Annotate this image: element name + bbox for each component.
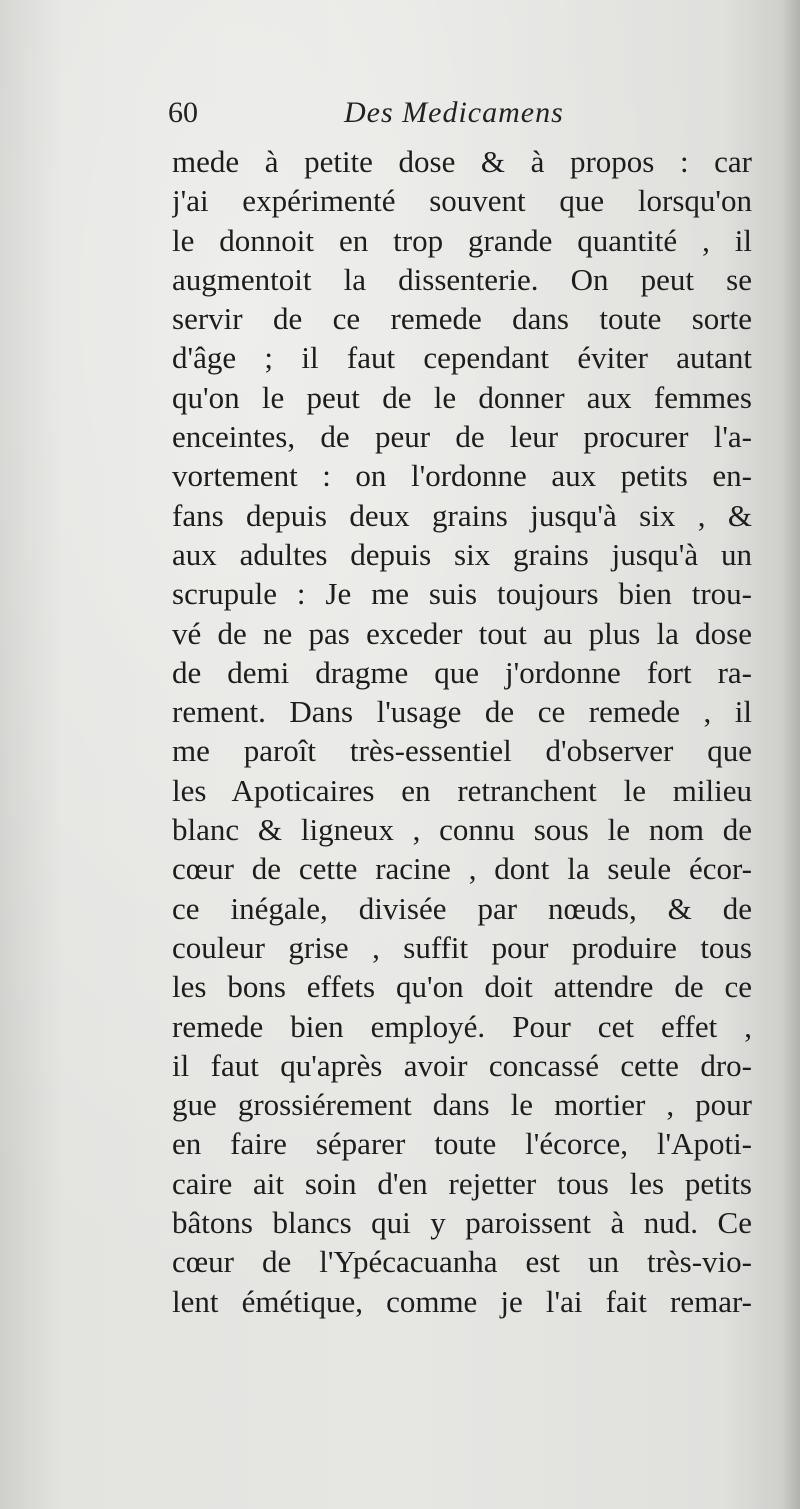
text-line: lent émétique, comme je l'ai fait remar-: [172, 1283, 752, 1319]
text-line: cœur de cette racine , dont la seule écor-: [172, 851, 752, 887]
text-line: bâtons blancs qui y paroissent à nud. Ce: [172, 1205, 752, 1241]
text-line: couleur grise , suffit pour produire tous: [172, 929, 752, 965]
text-line: augmentoit la dissenterie. On peut se: [172, 261, 752, 297]
text-line: aux adultes depuis six grains jusqu'à un: [172, 536, 752, 572]
text-line: gue grossiérement dans le mortier , pour: [172, 1087, 752, 1123]
text-line: rement. Dans l'usage de ce remede , il: [172, 694, 752, 730]
text-line: d'âge ; il faut cependant éviter autant: [172, 340, 752, 376]
text-line: vé de ne pas exceder tout au plus la dose: [172, 615, 752, 651]
page-edge-shadow: [782, 0, 800, 1509]
body-text: [172, 142, 752, 1321]
text-line: le donnoit en trop grande quantité , il: [172, 222, 752, 258]
running-title: Des Medicamens: [344, 96, 564, 129]
text-line: j'ai expérimenté souvent que lorsqu'on: [172, 183, 752, 219]
page-number: 60: [168, 96, 198, 129]
text-line: qu'on le peut de le donner aux femmes: [172, 379, 752, 415]
text-line: cœur de l'Ypécacuanha est un très-vio-: [172, 1244, 752, 1280]
text-line: scrupule : Je me suis toujours bien trou-: [172, 576, 752, 612]
text-line: remede bien employé. Pour cet effet ,: [172, 1008, 752, 1044]
text-line: caire ait soin d'en rejetter tous les petits: [172, 1165, 752, 1201]
text-line: les bons effets qu'on doit attendre de ce: [172, 969, 752, 1005]
text-line: enceintes, de peur de leur procurer l'a-: [172, 419, 752, 455]
text-line: me paroît très-essentiel d'observer que: [172, 733, 752, 769]
text-line: servir de ce remede dans toute sorte: [172, 301, 752, 337]
text-line: il faut qu'après avoir concassé cette dro-: [172, 1047, 752, 1083]
text-line: vortement : on l'ordonne aux petits en-: [172, 458, 752, 494]
text-line: les Apoticaires en retranchent le milieu: [172, 772, 752, 808]
text-line: mede à petite dose & à propos : car: [172, 144, 752, 179]
text-line: de demi dragme que j'ordonne fort ra-: [172, 654, 752, 690]
text-line: fans depuis deux grains jusqu'à six , &: [172, 497, 752, 533]
text-line: ce inégale, divisée par nœuds, & de: [172, 890, 752, 926]
page-header: [168, 96, 588, 136]
text-line: blanc & ligneux , connu sous le nom de: [172, 812, 752, 848]
text-line: en faire séparer toute l'écorce, l'Apoti-: [172, 1126, 752, 1162]
